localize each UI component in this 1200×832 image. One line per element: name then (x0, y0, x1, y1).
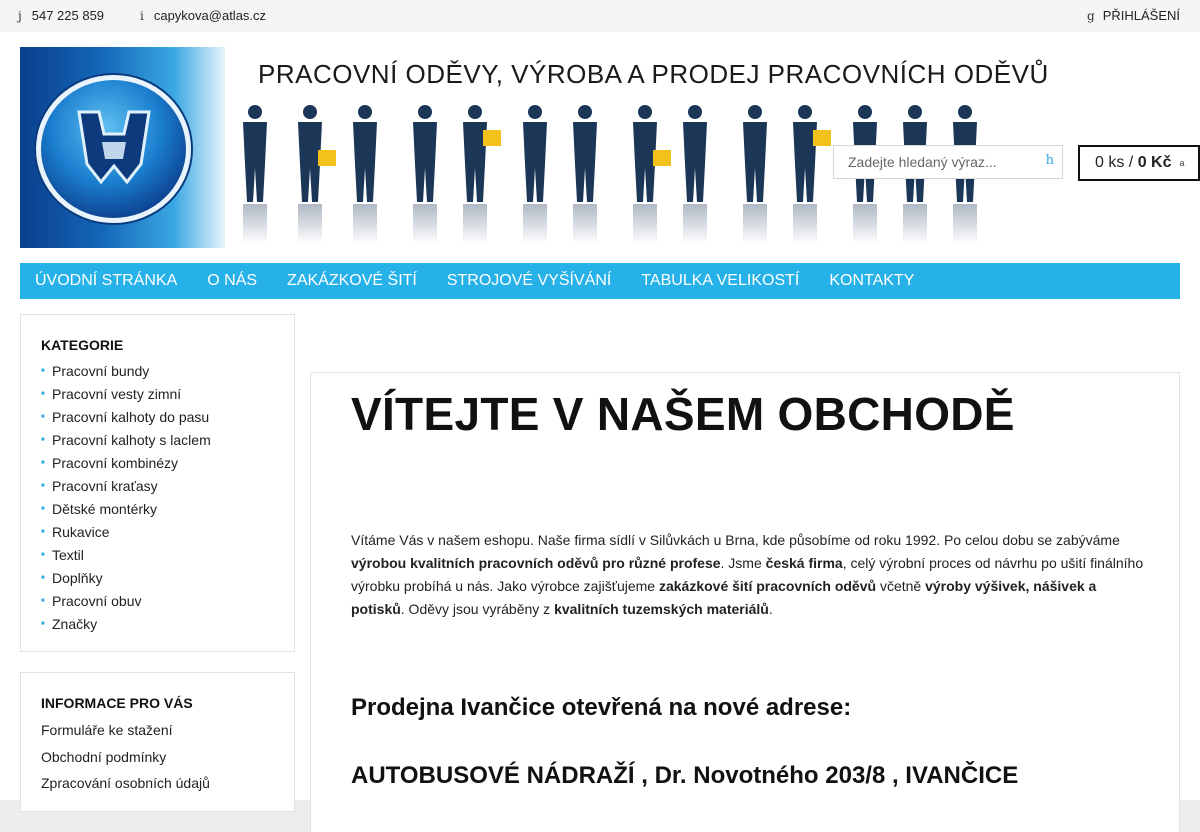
login-link[interactable] (1087, 8, 1180, 23)
cart-separator: / (1124, 154, 1138, 171)
bullet-icon: ■ (41, 390, 45, 397)
category-label[interactable]: Textil (52, 546, 84, 563)
search-icon[interactable]: h (1045, 153, 1054, 168)
search-input[interactable] (834, 146, 1024, 178)
bullet-icon: ■ (41, 367, 45, 374)
nav-item-custom-sewing[interactable]: ZAKÁZKOVÉ ŠITÍ (287, 272, 417, 289)
category-item[interactable] (41, 589, 274, 612)
worker-silhouette (633, 105, 671, 244)
bullet-icon: ■ (41, 505, 45, 512)
category-label[interactable]: Pracovní kombinézy (52, 454, 179, 471)
bullet-icon: ■ (41, 436, 45, 443)
intro-emphasis: zakázkové šití pracovních oděvů (658, 578, 877, 594)
category-list (41, 359, 274, 635)
main-content (310, 372, 1180, 832)
intro-text: včetně (876, 578, 926, 594)
worker-silhouette (743, 105, 767, 244)
worker-silhouette (523, 105, 547, 244)
email-contact[interactable] (140, 8, 266, 23)
intro-text: , celý výrobní proces od návrhu po ušití finálního výrobku probíhá u nás. Jako výrobce zajišťujeme (351, 555, 1144, 594)
nav-item-embroidery[interactable]: STROJOVÉ VYŠÍVÁNÍ (446, 272, 612, 289)
intro-paragraph (351, 529, 1151, 621)
worker-silhouette (463, 105, 501, 244)
category-label[interactable]: Rukavice (52, 523, 110, 540)
category-item[interactable] (41, 359, 274, 382)
intro-emphasis: výroby výšivek, nášivek a potisků (351, 578, 1097, 617)
category-label[interactable]: Pracovní obuv (52, 592, 142, 609)
intro-text: . Jsme (720, 555, 766, 571)
intro-text: . Oděvy jsou vyráběny z (400, 601, 555, 617)
category-label[interactable]: Pracovní bundy (52, 362, 150, 379)
page-title: VÍTEJTE V NAŠEM OBCHODĚ (351, 388, 1015, 440)
intro-text: Vítáme Vás v našem eshopu. Naše firma sídlí v Silůvkách u Brna, kde působíme od roku 1992. Po celou dobu se zabýváme (351, 532, 1120, 548)
category-label[interactable]: Pracovní kalhoty do pasu (52, 408, 210, 425)
category-label[interactable]: Doplňky (52, 569, 103, 586)
categories-box (20, 314, 295, 652)
category-label[interactable]: Pracovní vesty zimní (52, 385, 182, 402)
store-heading: Prodejna Ivančice otevřená na nové adrese: (351, 694, 852, 721)
category-item[interactable] (41, 543, 274, 566)
worker-silhouette (243, 105, 267, 244)
bullet-icon: ■ (41, 528, 45, 535)
cart-icon: a (1179, 158, 1185, 168)
mail-icon: i (140, 8, 144, 23)
bullet-icon: ■ (41, 482, 45, 489)
worker-silhouette (793, 105, 831, 244)
banner-title: PRACOVNÍ ODĚVY, VÝROBA A PRODEJ PRACOVNÍCH ODĚVŮ (258, 59, 1049, 89)
bullet-icon: ■ (41, 459, 45, 466)
category-label[interactable]: Dětské montérky (52, 500, 158, 517)
cart-count: 0 ks (1095, 154, 1125, 171)
company-logo[interactable] (20, 47, 225, 248)
bullet-icon: ■ (41, 413, 45, 420)
info-link-forms[interactable]: Formuláře ke stažení (41, 722, 173, 739)
logo-emblem (36, 75, 191, 223)
email-address[interactable]: capykova@atlas.cz (153, 8, 267, 23)
info-link-privacy[interactable]: Zpracování osobních údajů (41, 775, 210, 792)
bullet-icon: ■ (41, 551, 45, 558)
bullet-icon: ■ (41, 620, 45, 627)
nav-item-contacts[interactable]: KONTAKTY (829, 272, 915, 289)
intro-emphasis: česká firma (765, 555, 843, 571)
overalls-icon (69, 104, 159, 194)
category-label[interactable]: Značky (52, 615, 98, 632)
category-item[interactable] (41, 428, 274, 451)
nav-item-about[interactable]: O NÁS (207, 272, 258, 289)
worker-silhouette (683, 105, 707, 244)
worker-silhouette (298, 105, 336, 244)
category-item[interactable] (41, 612, 274, 635)
intro-emphasis: výrobou kvalitních pracovních oděvů pro různé profese (351, 555, 721, 571)
user-icon: g (1087, 8, 1095, 23)
category-item[interactable] (41, 382, 274, 405)
address-heading: AUTOBUSOVÉ NÁDRAŽÍ , Dr. Novotného 203/8 , IVANČICE (351, 762, 1019, 789)
header-banner[interactable] (20, 47, 1185, 248)
bullet-icon: ■ (41, 597, 45, 604)
worker-silhouette (353, 105, 377, 244)
intro-text: . (768, 601, 773, 617)
info-link-terms[interactable]: Obchodní podmínky (41, 748, 167, 765)
main-nav (20, 263, 1180, 299)
bullet-icon: ■ (41, 574, 45, 581)
worker-silhouette (573, 105, 597, 244)
worker-silhouette (413, 105, 437, 244)
cart-button[interactable] (1078, 145, 1200, 181)
category-item[interactable] (41, 474, 274, 497)
phone-number[interactable]: 547 225 859 (31, 8, 105, 23)
categories-title: KATEGORIE (41, 337, 124, 353)
login-label[interactable]: PŘIHLÁŠENÍ (1102, 8, 1180, 23)
category-item[interactable] (41, 520, 274, 543)
nav-item-size-chart[interactable]: TABULKA VELIKOSTÍ (641, 272, 800, 289)
category-item[interactable] (41, 566, 274, 589)
nav-item-home[interactable]: ÚVODNÍ STRÁNKA (35, 272, 178, 289)
category-item[interactable] (41, 451, 274, 474)
phone-icon: j (18, 8, 22, 23)
info-title: INFORMACE PRO VÁS (41, 695, 193, 711)
category-label[interactable]: Pracovní kraťasy (52, 477, 158, 494)
search-box[interactable] (833, 145, 1063, 179)
cart-price: 0 Kč (1137, 154, 1172, 171)
intro-emphasis: kvalitních tuzemských materiálů (554, 601, 769, 617)
top-bar (0, 0, 1200, 32)
page-wrapper (0, 32, 1200, 800)
category-item[interactable] (41, 497, 274, 520)
info-box (20, 672, 295, 812)
category-item[interactable] (41, 405, 274, 428)
category-label[interactable]: Pracovní kalhoty s laclem (52, 431, 211, 448)
phone-contact[interactable] (18, 8, 104, 23)
info-list (41, 717, 274, 797)
